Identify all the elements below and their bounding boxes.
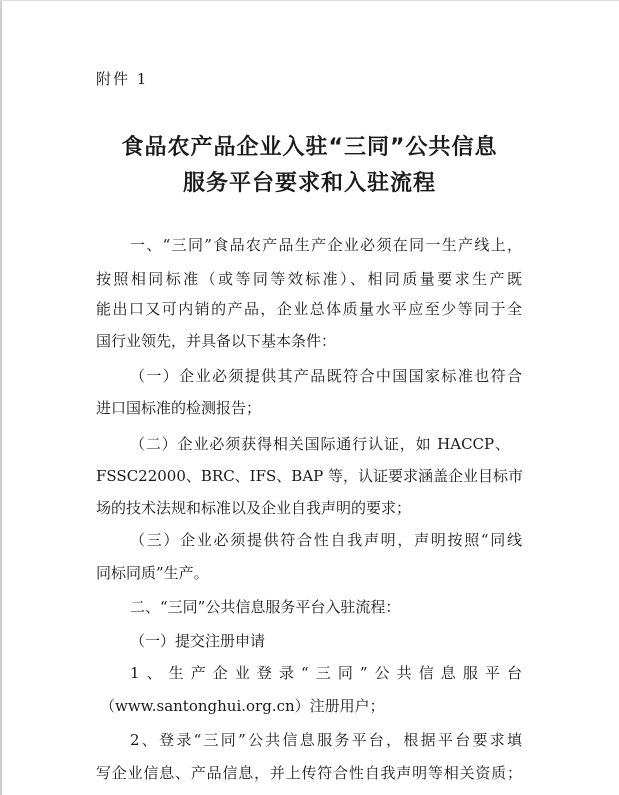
paragraph-line: （三）企业必须提供符合性自我声明，声明按照“同线 [130, 531, 522, 549]
paragraph-line: 国行业领先，并具备以下基本条件： [96, 332, 337, 350]
paragraph-line: 进口国标准的检测报告； [96, 399, 262, 417]
paragraph-line: （一）企业必须提供其产品既符合中国国家标准也符合 [130, 367, 522, 385]
paragraph-line: 2、登录“三同”公共信息服务平台，根据平台要求填 [130, 731, 522, 749]
paragraph-line: 1、生产企业登录“三同”公共信息服平台 [130, 664, 522, 682]
page-edge-top [0, 0, 619, 1]
document-title-line-1: 食品农产品企业入驻“三同”公共信息 [121, 135, 498, 160]
document-title-line-2: 服务平台要求和入驻流程 [182, 171, 436, 196]
section-heading: 二、“三同”公共信息服务平台入驻流程： [130, 598, 401, 616]
paragraph-line: 写企业信息、产品信息，并上传符合性自我声明等相关资质； [96, 764, 522, 782]
paragraph-line: 按照相同标准（或等同等效标准）、相同质量要求生产既 [96, 270, 522, 288]
paragraph-line: 场的技术法规和标准以及企业自我声明的要求； [96, 499, 412, 517]
subsection-heading: （一）提交注册申请 [130, 632, 266, 650]
attachment-label: 附件 1 [96, 70, 149, 88]
paragraph-line: 一、“三同”食品农产品生产企业必须在同一生产线上， [130, 236, 522, 254]
paragraph-line: 同标同质”生产。 [96, 564, 209, 582]
paragraph-line: FSSC22000、BRC、IFS、BAP 等，认证要求涵盖企业目标市 [96, 467, 524, 485]
page-edge [0, 0, 2, 795]
paragraph-line: 能出口又可内销的产品，企业总体质量水平应至少等同于全 [96, 300, 522, 318]
paragraph-line: （www.santonghui.org.cn）注册用户； [100, 697, 385, 715]
paragraph-line: （二）企业必须获得相关国际通行认证，如 HACCP、 [130, 435, 510, 453]
